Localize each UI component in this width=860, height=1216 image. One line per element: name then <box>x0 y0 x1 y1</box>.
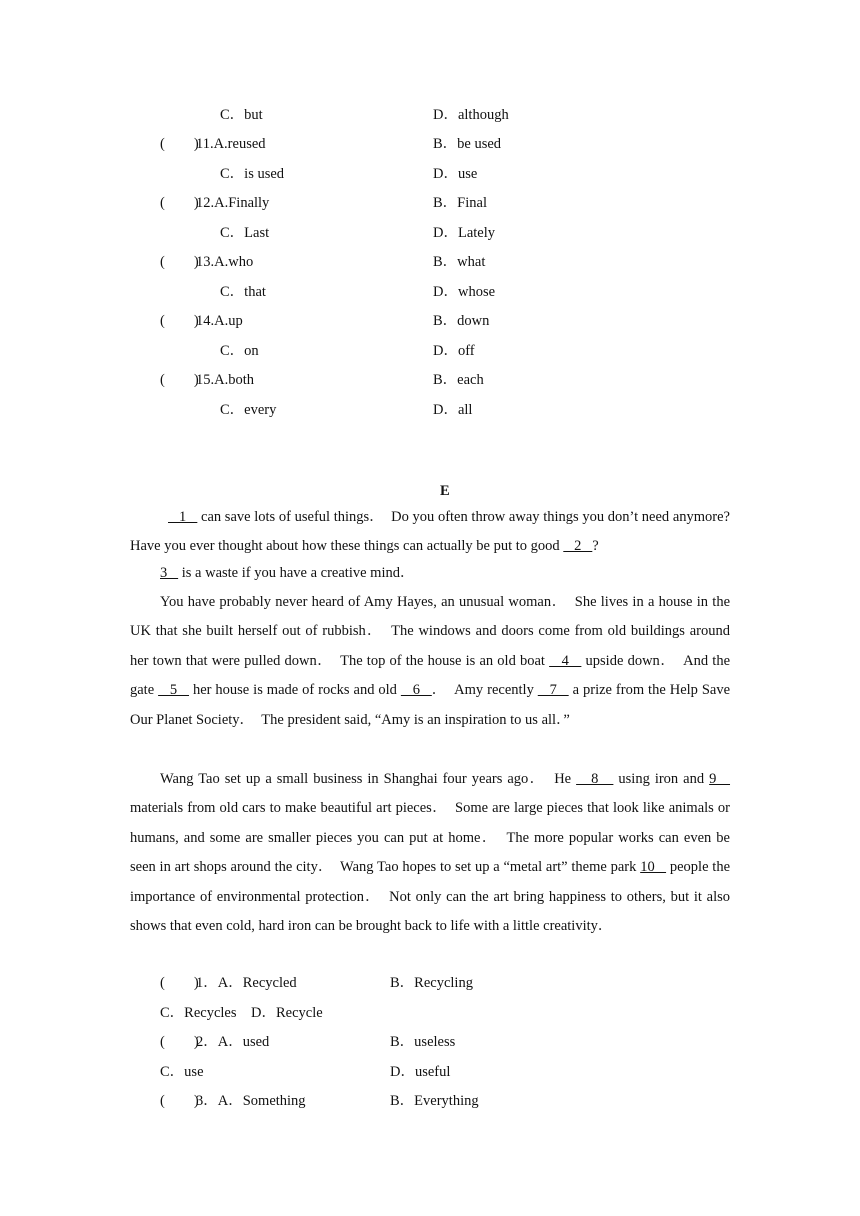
blank-9: 9 <box>709 771 731 787</box>
option-10-d: D．although <box>433 107 509 123</box>
blank-6: 6 <box>400 682 432 699</box>
option-15-a: 15.A.both <box>196 372 254 388</box>
option-14-d: D．off <box>433 343 475 359</box>
option-2-b: B．useless <box>390 1034 456 1050</box>
section-title: E <box>440 483 450 499</box>
passage-text: her house is made of rocks and old <box>189 682 401 699</box>
option-13-c: C．that <box>220 284 266 300</box>
option-14-c: C．on <box>220 343 259 359</box>
passage-text: people the importance of environmental protection． Not only can the art bring happiness to others, but it also shows that even cold, hard iron can be brought back to life with a little creativity． <box>130 859 731 935</box>
passage-text: Wang Tao set up a small business in Shanghai four years ago． He <box>160 771 577 787</box>
option-1-cd: C．Recycles D．Recycle <box>160 1005 323 1021</box>
blank-10: 10 <box>640 859 667 876</box>
option-11-a: 11.A.reused <box>196 136 266 152</box>
blank-2: 2 <box>563 538 593 555</box>
option-13-d: D．whose <box>433 284 496 300</box>
answer-paren-2: ( ) <box>160 1034 199 1050</box>
option-3-a: 3．A．Something <box>196 1093 306 1109</box>
passage-text: upside down． And the gate <box>130 652 731 699</box>
passage-text: can save lots of useful things． Do you often throw away things you don’t need anymore? Have you ever thought about how these things can actually be put to good <box>130 509 730 555</box>
passage-text: materials from old cars to make beautiful art pieces． Some are large pieces that look like animals or humans, and some are smaller pieces you can put at home． The more popular works can even be seen in art shops around the city． Wang Tao hopes to set up a “metal art” theme park <box>130 800 730 876</box>
option-2-a: 2．A．used <box>196 1034 270 1050</box>
passage-paragraph-4 <box>130 765 730 941</box>
option-12-a: 12.A.Finally <box>196 195 270 211</box>
answer-paren-3: ( ) <box>160 1093 199 1109</box>
answer-paren-11: ( ) <box>160 136 199 152</box>
answer-paren-15: ( ) <box>160 372 199 388</box>
passage-text: ． Amy recently <box>431 682 538 699</box>
option-1-a: 1．A．Recycled <box>196 975 297 991</box>
answer-paren-1: ( ) <box>160 975 199 991</box>
option-10-c: C．but <box>220 107 263 123</box>
blank-4: 4 <box>549 652 582 669</box>
option-14-b: B．down <box>433 313 490 329</box>
passage-text: using iron and <box>613 771 710 787</box>
option-12-d: D．Lately <box>433 225 496 241</box>
option-12-b: B．Final <box>433 195 487 211</box>
blank-8: 8 <box>576 771 614 787</box>
option-15-c: C．every <box>220 402 277 418</box>
option-1-b: B．Recycling <box>390 975 473 991</box>
option-14-a: 14.A.up <box>196 313 243 329</box>
option-15-b: B．each <box>433 372 484 388</box>
option-11-c: C．is used <box>220 166 285 182</box>
option-11-d: D．use <box>433 166 478 182</box>
passage-text: is a waste if you have a creative mind． <box>178 565 415 581</box>
option-13-a: 13.A.who <box>196 254 254 270</box>
blank-5: 5 <box>158 682 190 699</box>
option-3-b: B．Everything <box>390 1093 479 1109</box>
option-11-b: B．be used <box>433 136 502 152</box>
answer-paren-13: ( ) <box>160 254 199 270</box>
option-2-c: C．use <box>160 1064 204 1080</box>
blank-7: 7 <box>537 682 569 699</box>
blank-3: 3 <box>160 565 179 581</box>
answer-paren-12: ( ) <box>160 195 199 211</box>
option-2-d: D．useful <box>390 1064 451 1080</box>
blank-1: 1 <box>168 509 198 525</box>
passage-paragraph-3 <box>130 588 730 735</box>
answer-paren-14: ( ) <box>160 313 199 329</box>
option-13-b: B．what <box>433 254 486 270</box>
passage-text: a prize from the Help Save Our Planet Society． The president said, “Amy is an inspiration to us all．” <box>130 682 731 728</box>
passage-text: You have probably never heard of Amy Hayes, an unusual woman． She lives in a house in the UK that she built herself out of rubbish． The windows and doors come from old buildings around her town that were pulled down． The top of the house is an old boat <box>130 594 730 669</box>
passage-paragraph-1 <box>130 503 730 562</box>
option-15-d: D．all <box>433 402 473 418</box>
option-12-c: C．Last <box>220 225 270 241</box>
passage-text: ? <box>592 538 599 555</box>
passage-paragraph-2 <box>130 559 730 588</box>
